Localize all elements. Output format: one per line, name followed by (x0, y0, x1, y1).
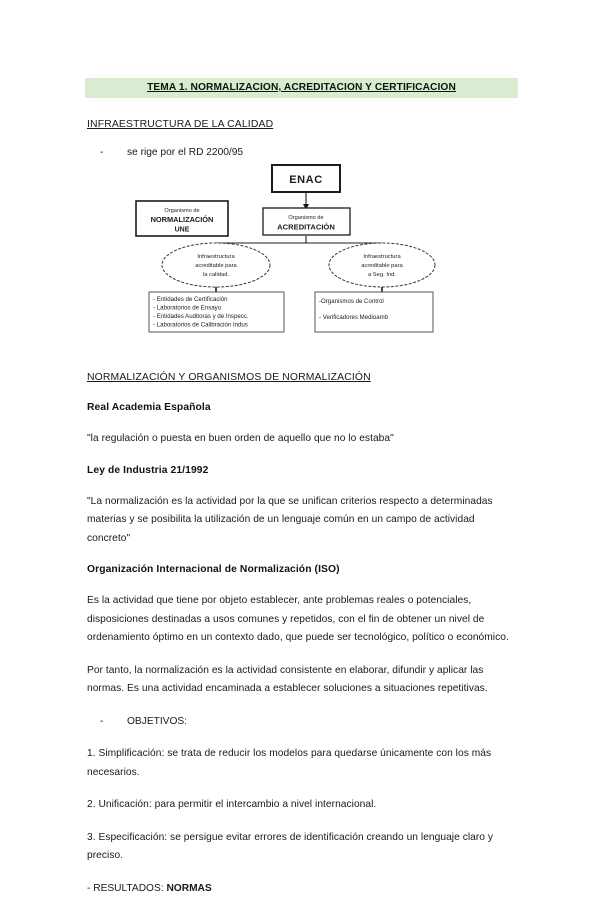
bullet-rd-2200-text: se rige por el RD 2200/95 (127, 147, 244, 158)
list-left-item: - Entidades Auditoras y de Inspecc. (153, 313, 249, 320)
resultados-value: NORMAS (166, 882, 212, 894)
resultados-prefix: - RESULTADOS: (87, 882, 167, 894)
document-body-main (87, 370, 517, 898)
bullet-objetivos (87, 713, 517, 732)
ellipse-left-line-2: acreditable para (195, 263, 237, 269)
list-right-item: -Organismos de Control (319, 298, 384, 305)
document-body-top (87, 118, 517, 166)
ellipse-left-line-3: la calidad. (202, 272, 230, 278)
objetivos-dash-marker: - (100, 715, 104, 727)
list-left-item: - Laboratorios de Ensayo (153, 304, 222, 312)
ellipse-right-line-1: Infraestructura (363, 254, 401, 260)
subheading-rae: Real Academia Española (87, 402, 211, 413)
list-right-item: - Verificadores Medioamb (319, 314, 389, 321)
ellipse-right-line-2: acreditable para (361, 263, 403, 269)
subheading-iso: Organización Internacional de Normalización (ISO) (87, 564, 340, 575)
enac-label: ENAC (289, 174, 323, 186)
bullet-rd-2200 (87, 146, 517, 160)
paragraph-iso: Es la actividad que tiene por objeto establecer, ante problemas reales o potenciales, disposiciones destinadas a usos comunes y repetidos, con el fin de obtener un nivel de ordenamiento óptimo en un contexto dado, que puede ser tecnológico, político o económico. (87, 595, 509, 643)
objetivo-item-2: 2. Unificación: para permitir el intercambio a nivel internacional. (87, 799, 377, 810)
subheading-ley-industria: Ley de Industria 21/1992 (87, 464, 209, 476)
section-heading-infraestructura: INFRAESTRUCTURA DE LA CALIDAD (87, 119, 274, 130)
paragraph-por-tanto: Por tanto, la normalización es la actividad consistente en elaborar, difundir y aplicar las normas. Es una actividad encaminada a establecer soluciones a situaciones repetitivas. (87, 664, 488, 694)
infraestructura-calidad-diagram (132, 160, 452, 335)
title-highlight-band (85, 78, 518, 98)
acreditacion-line-2: ACREDITACIÓN (277, 222, 335, 232)
quote-rae: "la regulación o puesta en buen orden de aquello que no lo estaba" (87, 433, 394, 444)
normalizacion-line-3: UNE (174, 226, 190, 234)
page-title: TEMA 1. NORMALIZACION, ACREDITACION Y CERTIFICACION (147, 82, 456, 93)
quote-ley-industria: "La normalización es la actividad por la que se unifican criterios respecto a determinadas materias y se posibilita la utilización de un lenguaje común en un campo de actividad concreto" (87, 495, 493, 544)
objetivo-item-1: 1. Simplificación: se trata de reducir los modelos para quedarse únicamente con los más necesarios. (87, 748, 492, 778)
section-heading-normalizacion: NORMALIZACIÓN Y ORGANISMOS DE NORMALIZACIÓN (87, 372, 371, 383)
ellipse-right-line-3: a Seg. Ind. (367, 272, 397, 278)
list-left-item: - Laboratorios de Calibración Indus (153, 321, 248, 329)
bullet-dash-marker: - (100, 147, 104, 158)
resultados-line (87, 880, 517, 898)
acreditacion-line-1: Organismo de (288, 215, 324, 221)
objetivos-label: OBJETIVOS: (127, 715, 188, 727)
objetivo-item-3: 3. Especificación: se persigue evitar errores de identificación creando un lenguaje claro y preciso. (87, 831, 494, 861)
normalizacion-line-2: NORMALIZACIÓN (150, 215, 214, 224)
normalizacion-line-1: Organismo de (164, 208, 200, 214)
ellipse-left-line-1: Infraestructura (197, 254, 235, 260)
list-left-item: - Entidades de Certificación (153, 296, 228, 303)
